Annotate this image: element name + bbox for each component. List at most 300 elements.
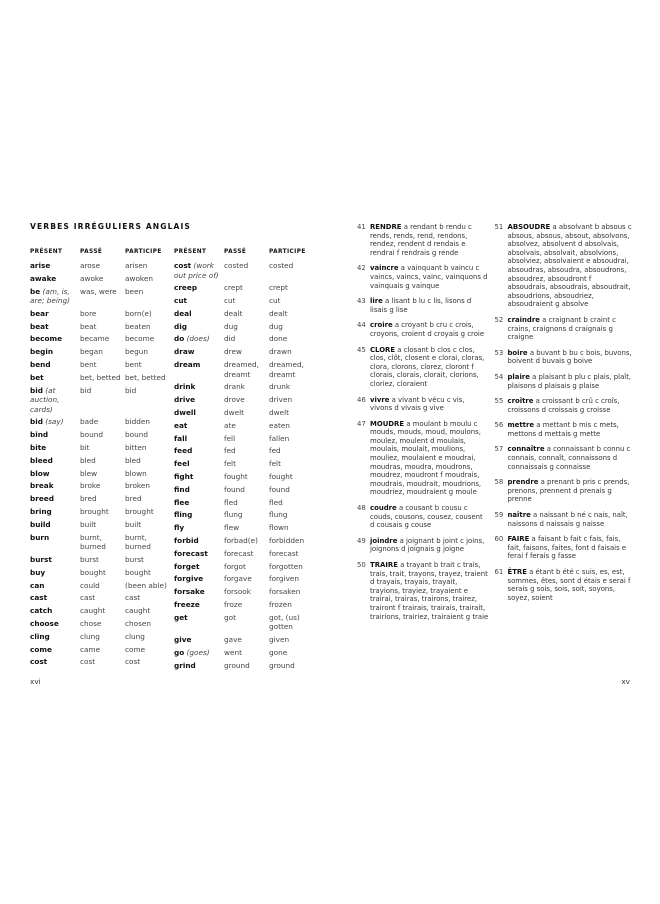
entry-verb: FAIRE <box>507 535 530 544</box>
verb-row <box>174 446 318 456</box>
verb-past: dealt <box>224 308 243 318</box>
verb-row <box>174 536 318 546</box>
verb-row <box>174 434 318 444</box>
verb-cell <box>174 421 224 431</box>
verb-cell <box>30 287 80 306</box>
verb-row <box>30 619 174 629</box>
entry-number: 52 <box>494 315 504 324</box>
verb-past: found <box>224 484 245 494</box>
verb-past: burnt, burned <box>80 532 106 552</box>
verb-cell <box>30 274 80 284</box>
verb-past: flung <box>224 510 243 520</box>
verb-past: caught <box>80 606 106 616</box>
entry-number: 56 <box>494 421 504 430</box>
verb-past: awoke <box>80 273 104 283</box>
verb-present: forbid <box>174 535 199 545</box>
verb-past: flew <box>224 523 240 533</box>
verb-participle: done <box>269 334 288 344</box>
verb-past: bred <box>80 494 97 504</box>
verb-participle: brought <box>125 507 154 517</box>
header-past: PASSÉ <box>80 249 103 255</box>
verb-row <box>174 635 318 645</box>
entry-body <box>508 568 633 602</box>
verb-past: got <box>224 612 236 622</box>
verb-note: (goes) <box>186 647 210 657</box>
entry-number: 45 <box>357 345 366 354</box>
verb-participle: been <box>125 286 144 296</box>
verb-cell <box>174 395 224 405</box>
verb-row <box>174 322 318 332</box>
verb-participle: fought <box>269 471 293 481</box>
verb-participle: clung <box>125 631 145 641</box>
verb-past: came <box>80 644 101 654</box>
verb-row <box>30 568 174 578</box>
verb-participle: bid <box>125 385 137 395</box>
verb-row <box>174 347 318 357</box>
verb-present: forget <box>174 561 200 571</box>
verb-row <box>174 459 318 469</box>
verb-past: forgot <box>224 561 246 571</box>
verb-cell <box>174 661 224 671</box>
verb-cell <box>174 485 224 495</box>
entry-number: 53 <box>494 348 504 357</box>
verb-row <box>174 613 318 632</box>
entry-verb: prendre <box>507 478 539 487</box>
verb-present: build <box>30 519 51 529</box>
verb-past: dwelt <box>224 407 244 417</box>
verb-row <box>30 261 174 271</box>
verb-row <box>174 562 318 572</box>
verb-participle: found <box>269 484 290 494</box>
verb-cell <box>30 632 80 642</box>
verb-row <box>174 549 318 559</box>
verb-row <box>30 645 174 655</box>
verb-participle: gone <box>269 647 288 657</box>
verb-row <box>30 322 174 332</box>
entry-forms: a closant b clos c clos, clos, clôt, closent e clorai, cloras, clora, clorons, clorez, cloront f clorais, clorais, clorait, clorions, cloriez, cloraient <box>370 345 485 388</box>
verb-row <box>174 395 318 405</box>
verb-cell <box>174 382 224 392</box>
verb-cell <box>174 510 224 520</box>
verb-table <box>30 249 318 673</box>
verb-cell <box>174 309 224 319</box>
verb-present: bear <box>30 308 49 318</box>
verb-note: (say) <box>45 417 64 427</box>
verb-participle: forbidden <box>269 535 305 545</box>
verb-row <box>174 472 318 482</box>
verb-row <box>174 574 318 584</box>
verb-participle: dug <box>269 321 283 331</box>
verb-past: drove <box>224 395 245 405</box>
entry-body <box>508 511 633 528</box>
verb-cell <box>174 635 224 645</box>
entry-number: 55 <box>494 397 504 406</box>
entry-number: 57 <box>494 445 504 454</box>
header-participle: PARTICIPE <box>125 249 162 255</box>
entry-verb: croître <box>507 397 534 406</box>
entry-body <box>508 373 633 390</box>
verb-participle: awoken <box>125 273 153 283</box>
verb-cell <box>174 261 224 280</box>
verb-participle: cost <box>125 657 141 667</box>
entry-number: 48 <box>357 504 366 513</box>
conjugation-entry <box>357 264 489 290</box>
verb-cell <box>174 648 224 658</box>
verb-past: arose <box>80 261 101 270</box>
entry-verb: coudre <box>370 504 397 513</box>
entry-number: 59 <box>494 511 504 520</box>
verb-row <box>174 523 318 533</box>
verb-cell <box>174 536 224 546</box>
verb-row <box>30 606 174 616</box>
entry-number: 43 <box>357 297 366 306</box>
verb-participle: come <box>125 644 146 654</box>
verb-row <box>30 520 174 530</box>
entry-forms: a faisant b fait c fais, fais, fait, faisons, faites, font d faisais e ferai f ferais g fasse <box>507 535 627 561</box>
verb-cell <box>174 498 224 508</box>
verb-present: forsake <box>174 587 205 597</box>
entry-verb: croire <box>370 321 393 330</box>
header-past: PASSÉ <box>224 249 247 255</box>
verb-participle: bound <box>125 430 148 440</box>
verb-cell <box>174 472 224 482</box>
conjugation-entry <box>495 511 633 528</box>
verb-present: catch <box>30 606 53 616</box>
verb-past: fled <box>224 497 238 507</box>
verb-cell <box>30 481 80 491</box>
verb-row <box>30 287 174 306</box>
entry-number: 47 <box>357 419 366 428</box>
verb-participle: forgiven <box>269 574 299 584</box>
conjugation-entry <box>357 561 489 621</box>
entry-number: 60 <box>494 535 504 544</box>
verb-cell <box>174 296 224 306</box>
verb-rows <box>174 261 318 670</box>
verb-cell <box>174 523 224 533</box>
verb-participle: beaten <box>125 321 151 331</box>
verb-participle: dwelt <box>269 407 289 417</box>
verb-present: fall <box>174 433 188 443</box>
verb-cell <box>30 386 80 415</box>
entry-verb: vaincre <box>370 264 399 273</box>
entry-forms: a rendant b rendu c rends, rends, rend, rendons, rendez, rendent d rendais e rendrai f rendrais g rende <box>370 223 472 257</box>
verb-participle: drunk <box>269 382 291 392</box>
verb-present: bid <box>30 417 43 427</box>
entry-body <box>370 561 489 621</box>
verb-present: dream <box>174 360 201 370</box>
verb-cell <box>30 619 80 629</box>
entry-verb: MOUDRE <box>370 419 405 428</box>
verb-past: bought <box>80 567 106 577</box>
page-title: VERBES IRRÉGULIERS ANGLAIS <box>30 222 191 231</box>
verb-participle: dealt <box>269 308 288 318</box>
verb-participle: become <box>125 334 155 344</box>
verb-row <box>30 507 174 517</box>
verb-cell <box>174 600 224 610</box>
verb-present: feed <box>174 446 193 456</box>
verb-participle: broken <box>125 481 151 491</box>
entry-number: 41 <box>357 223 366 231</box>
verb-present: cost <box>174 261 192 270</box>
verb-participle: bidden <box>125 417 151 427</box>
conjugation-entry <box>357 321 489 338</box>
verb-present: become <box>30 334 63 344</box>
verb-participle: flown <box>269 523 289 533</box>
verb-present: awake <box>30 273 57 283</box>
verb-column <box>174 249 318 673</box>
verb-participle: chosen <box>125 618 152 628</box>
verb-present: bid <box>30 385 43 395</box>
entry-body <box>508 397 633 414</box>
verb-present: break <box>30 481 54 491</box>
verb-present: come <box>30 644 52 654</box>
conjugation-entry <box>495 373 633 390</box>
verb-past: did <box>224 334 236 344</box>
verb-participle: blown <box>125 468 147 478</box>
verb-row <box>174 382 318 392</box>
verb-participle: begun <box>125 347 149 357</box>
verb-present: cling <box>30 631 50 641</box>
verb-cell <box>174 587 224 597</box>
verb-cell <box>30 456 80 466</box>
entry-body <box>508 223 633 309</box>
entry-verb: naître <box>507 511 531 520</box>
verb-past: forbad(e) <box>224 535 258 545</box>
verb-past: bound <box>80 430 103 440</box>
verb-cell <box>30 645 80 655</box>
verb-row <box>174 421 318 431</box>
entry-number: 46 <box>357 395 366 404</box>
entry-number: 49 <box>357 536 366 545</box>
entry-forms: a joignant b joint c joins, joignons d joignais g joigne <box>370 536 485 554</box>
verb-row <box>30 334 174 344</box>
verb-cell <box>174 434 224 444</box>
verb-past: cast <box>80 593 96 603</box>
verb-present: flee <box>174 497 190 507</box>
verb-present: get <box>174 612 188 622</box>
page-number-right: xv <box>621 677 630 686</box>
verb-past: costed <box>224 261 249 270</box>
verb-participle: driven <box>269 395 293 405</box>
verb-participle: bet, betted <box>125 372 166 382</box>
verb-cell <box>30 606 80 616</box>
verb-participle: ground <box>269 660 295 670</box>
verb-rows <box>30 261 174 667</box>
verb-present: can <box>30 580 45 590</box>
verb-row <box>30 555 174 565</box>
verb-cell <box>30 430 80 440</box>
entry-verb: TRAIRE <box>370 561 398 569</box>
verb-present: forecast <box>174 548 208 558</box>
conjugation-entry <box>357 537 489 554</box>
verb-cell <box>30 360 80 370</box>
verb-past: drank <box>224 382 245 392</box>
verb-past: fell <box>224 433 236 443</box>
verb-participle: forgotten <box>269 561 303 571</box>
verb-row <box>174 587 318 597</box>
entry-verb: lire <box>370 297 383 306</box>
entry-body <box>508 535 633 561</box>
verb-note: (work out price of) <box>174 261 219 280</box>
verb-past: dreamed, dreamt <box>224 360 259 379</box>
entry-number: 44 <box>357 321 366 330</box>
verb-present: drink <box>174 382 196 392</box>
verb-row <box>174 309 318 319</box>
verb-cell <box>174 549 224 559</box>
verb-cell <box>30 520 80 530</box>
entry-verb: CLORE <box>370 345 396 354</box>
right-page <box>357 223 632 628</box>
verb-present: grind <box>174 660 196 670</box>
entry-body <box>370 297 489 314</box>
verb-past: brought <box>80 507 109 517</box>
verb-row <box>30 430 174 440</box>
verb-cell <box>30 507 80 517</box>
entry-verb: vivre <box>370 395 390 404</box>
verb-participle: bitten <box>125 443 147 453</box>
verb-cell <box>174 334 224 344</box>
entry-verb: ÊTRE <box>507 568 527 576</box>
entry-forms: a absolvant b absous c absous, absous, absout, absolvons, absolvez, absolvent d absolvais, absolvais, absolvait, absolvions, absolviez, absolvaient e absoudrai, absoudras, absoudra, absoudrons, absoudrez, absoudront f absoudrais, absoudrais, absoudrait, absoudrions, absoudriez, absoudraient g absolve <box>507 223 632 309</box>
verb-participle: arisen <box>125 261 148 270</box>
verb-cell <box>174 613 224 632</box>
verb-participle: eaten <box>269 420 290 430</box>
entry-number: 42 <box>357 264 366 273</box>
verb-participle: bought <box>125 567 151 577</box>
verb-row <box>174 283 318 293</box>
entry-number: 54 <box>494 372 504 381</box>
verb-participle: burnt, burned <box>125 532 151 552</box>
entry-forms: a croissant b crû c croîs, croissons d croissais g croisse <box>507 397 620 414</box>
conjugation-entry <box>495 223 633 309</box>
verb-participle: cut <box>269 296 281 306</box>
verb-past: fed <box>224 446 236 456</box>
entry-forms: a mettant b mis c mets, mettons d mettais g mette <box>507 421 619 438</box>
verb-present: dig <box>174 321 187 331</box>
verb-cell <box>30 593 80 603</box>
verb-participle: crept <box>269 283 288 293</box>
verb-cell <box>174 574 224 584</box>
entry-number: 51 <box>494 223 504 231</box>
verb-past: froze <box>224 599 243 609</box>
entry-body <box>370 396 489 413</box>
verb-cell <box>30 322 80 332</box>
verb-participle: drawn <box>269 347 292 357</box>
verb-row <box>30 417 174 427</box>
verb-row <box>174 648 318 658</box>
verb-cell <box>30 347 80 357</box>
verb-cell <box>174 322 224 332</box>
verb-column <box>30 249 174 673</box>
verb-row <box>30 593 174 603</box>
verb-row <box>174 485 318 495</box>
verb-present: be <box>30 286 41 296</box>
verb-note: (at auction, cards) <box>30 385 60 414</box>
verb-row <box>30 632 174 642</box>
verb-participle: got, (us) gotten <box>269 612 300 632</box>
conjugation-entry <box>357 504 489 530</box>
verb-present: forgive <box>174 574 204 584</box>
left-page <box>30 222 318 673</box>
verb-present: buy <box>30 567 46 577</box>
verb-participle: (been able) <box>125 580 167 590</box>
verb-past: bent <box>80 360 97 370</box>
conjugation-entry <box>495 397 633 414</box>
verb-cell <box>174 347 224 357</box>
verb-row <box>30 386 174 415</box>
verb-row <box>174 360 318 379</box>
verb-row <box>174 498 318 508</box>
entry-forms: a buvant b bu c bois, buvons, boivent d buvais g boive <box>507 348 632 366</box>
verb-present: draw <box>174 347 195 357</box>
verb-row <box>30 494 174 504</box>
verb-participle: forsaken <box>269 587 301 597</box>
verb-cell <box>30 568 80 578</box>
verb-cell <box>30 309 80 319</box>
verb-participle: flung <box>269 510 288 520</box>
verb-past: broke <box>80 481 101 491</box>
verb-present: eat <box>174 420 188 430</box>
entry-body <box>508 316 633 342</box>
verb-present: bet <box>30 372 44 382</box>
entry-number: 58 <box>494 478 504 487</box>
entry-forms: a vainquant b vaincu c vaincs, vaincs, vainc, vainquons d vainquais g vainque <box>370 264 488 290</box>
entry-verb: craindre <box>507 315 540 324</box>
verb-past: drew <box>224 347 242 357</box>
verb-past: built <box>80 519 97 529</box>
entry-body <box>370 346 489 389</box>
verb-past: bet, betted <box>80 372 121 382</box>
verb-present: arise <box>30 261 51 270</box>
verb-row <box>174 600 318 610</box>
verb-present: bind <box>30 430 49 440</box>
verb-cell <box>30 443 80 453</box>
entry-body <box>508 349 633 366</box>
verb-present: deal <box>174 308 192 318</box>
entry-forms: a étant b été c suis, es, est, sommes, êtes, sont d étais e serai f serais g sois, sois, soit, soyons, soyez, soient <box>507 568 631 602</box>
verb-past: went <box>224 647 242 657</box>
verb-participle: cast <box>125 593 141 603</box>
verb-present: bleed <box>30 455 53 465</box>
conjugation-entry <box>495 478 633 504</box>
verb-present: burst <box>30 554 52 564</box>
verb-participle: fled <box>269 497 283 507</box>
verb-cell <box>30 494 80 504</box>
verb-cell <box>174 562 224 572</box>
verb-cell <box>30 261 80 271</box>
verb-participle: felt <box>269 459 281 469</box>
verb-present: blow <box>30 468 50 478</box>
verb-cell <box>174 283 224 293</box>
conjugation-entry <box>357 223 489 257</box>
verb-present: cut <box>174 296 188 306</box>
verb-past: bade <box>80 417 99 427</box>
verb-past: burst <box>80 554 99 564</box>
verb-participle: born(e) <box>125 308 152 318</box>
verb-participle: bred <box>125 494 142 504</box>
verb-row <box>30 533 174 552</box>
header-present: PRÉSENT <box>174 249 207 255</box>
entry-body <box>508 445 633 471</box>
entry-number: 61 <box>494 568 504 576</box>
verb-row <box>30 274 174 284</box>
verb-row <box>30 347 174 357</box>
entry-forms: a moulant b moulu c mouds, mouds, moud, moulons, moulez, moulent d moulais, moulais, moulait, moulions, mouliez, moulaient e moudrai, moudras, moudra, moudrons, moudrez, moudront f moudrais, moudrais, moudrait, moudrions, moudriez, moudraient g moule <box>370 419 482 497</box>
verb-cell <box>174 360 224 379</box>
entry-forms: a cousant b cousu c couds, cousons, cousez, cousent d cousais g couse <box>370 504 483 530</box>
verb-past: bit <box>80 443 90 453</box>
verb-past: could <box>80 580 100 590</box>
